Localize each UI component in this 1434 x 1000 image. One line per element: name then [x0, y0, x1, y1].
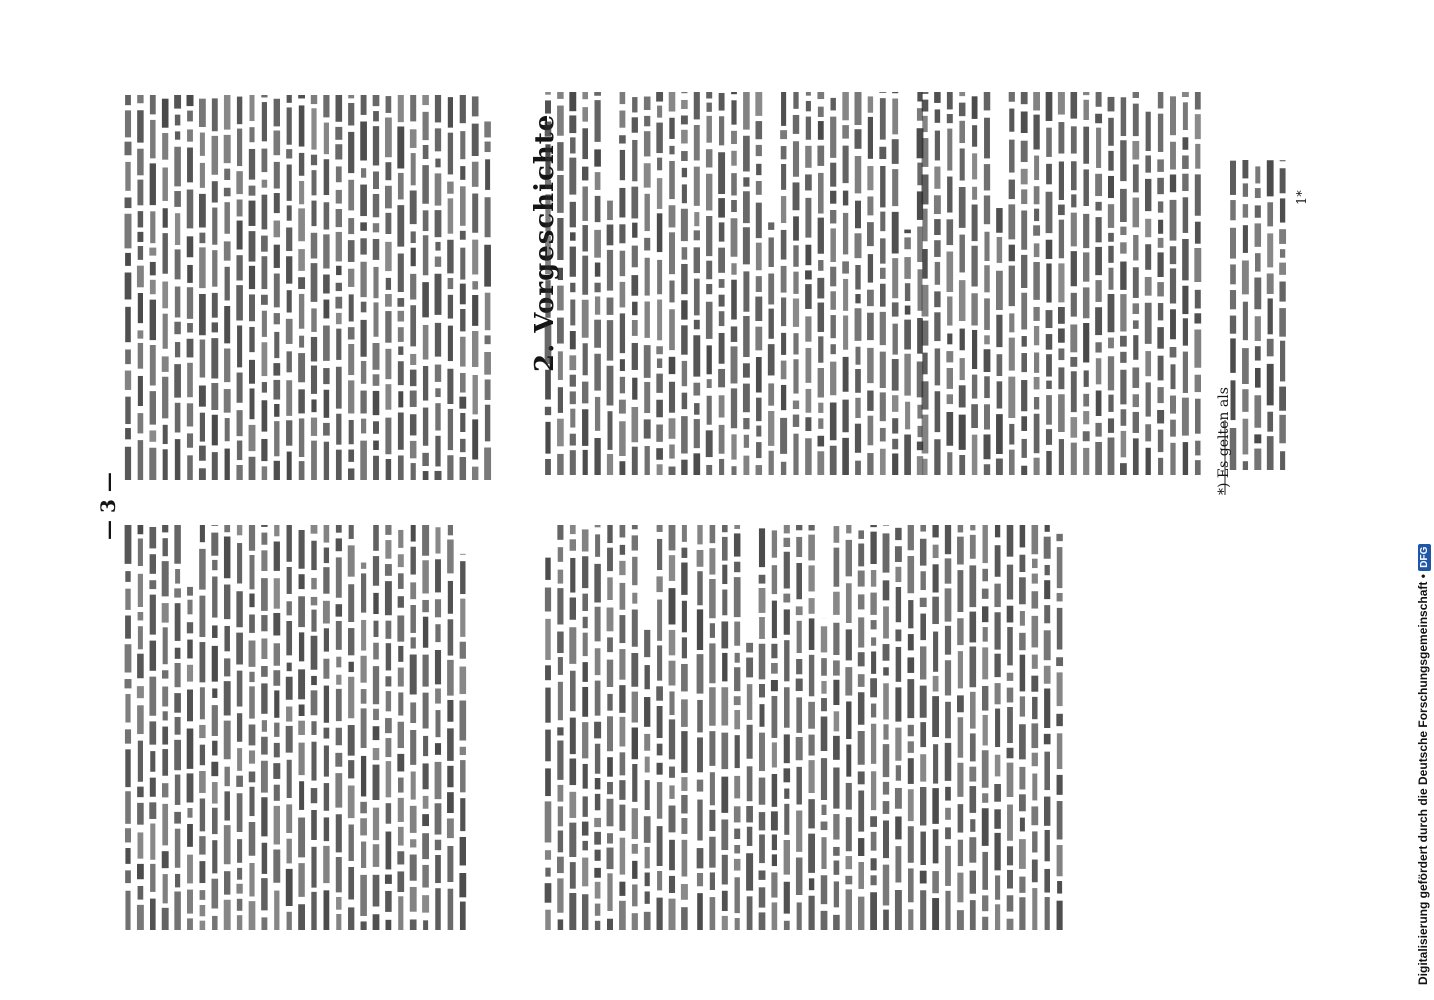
dfg-logo-icon: DFG [1418, 544, 1431, 571]
text-lines-group [128, 92, 1283, 930]
watermark-text: Digitalisierung gefördert durch die Deutsche Forschungsgemeinschaft • [1416, 574, 1430, 985]
page-header: — 3 — [96, 472, 120, 540]
section-heading: 2. Vorgeschichte [530, 113, 560, 372]
footnote-marker: *) Es gelten als [1216, 387, 1232, 495]
page-signature: 1* [1295, 190, 1310, 205]
